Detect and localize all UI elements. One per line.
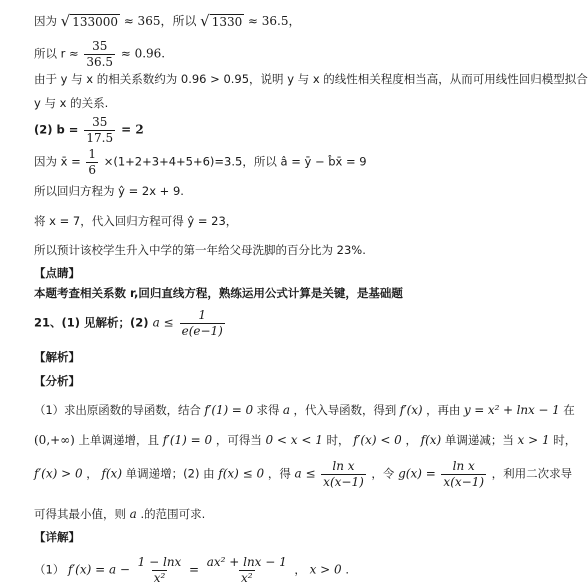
sqrt-expression: √ 1330 xyxy=(200,12,243,30)
text: （1）求出原函数的导函数，结合 xyxy=(34,403,201,417)
math: f′(x) > 0 xyxy=(34,466,83,481)
fraction: $\frac{1}{e(e-1)}$ xyxy=(181,308,223,338)
analysis-line xyxy=(34,460,572,488)
math: f′(x) xyxy=(399,403,423,417)
text: ≈ 36.5， xyxy=(247,14,301,28)
math: y = x² + lnx − 1 xyxy=(463,403,560,417)
text: ， xyxy=(405,433,417,447)
section-heading: 【点睛】 xyxy=(34,266,80,280)
text: 上单调递增，且 xyxy=(78,433,160,447)
math: a xyxy=(129,507,137,521)
math: a ≤ xyxy=(294,466,316,481)
text: ，令 xyxy=(371,466,395,481)
math: x > 0 xyxy=(309,562,342,577)
text: 在 xyxy=(563,403,575,417)
text: ≈ 365，所以 xyxy=(123,14,197,28)
text: 单调递减；当 xyxy=(444,433,514,447)
text: a ≤ xyxy=(152,315,174,330)
text: ，代入导函数，得到 xyxy=(293,403,397,417)
line-b xyxy=(34,116,144,144)
math: f(x) xyxy=(101,466,123,481)
paragraph-line: 所以回归方程为 ŷ = 2x + 9. xyxy=(34,184,184,198)
text: ，利用二次求导 xyxy=(491,466,573,481)
text: 可得其最小值，则 xyxy=(34,507,126,521)
text: ，可得当 xyxy=(215,433,262,447)
analysis-line xyxy=(34,434,576,447)
text: ， xyxy=(86,466,98,481)
paragraph-line: y 与 x 的关系. xyxy=(34,96,109,110)
text: ×(1+2+3+4+5+6)=3.5，所以 â = ȳ − b̂x̄ = 9 xyxy=(103,154,367,169)
line-sqrt xyxy=(34,14,300,29)
fraction: $\frac{\text{ln x}}{x(x-1)}$ xyxy=(443,459,485,489)
line-r xyxy=(34,40,165,68)
text: 所以 r ≈ xyxy=(34,46,79,61)
text: . xyxy=(345,562,349,577)
text: 时， xyxy=(326,433,350,447)
fraction: $\frac{1 - \ln x}{\text{x²}}$ xyxy=(137,555,182,585)
paragraph-line: 将 x = 7，代入回归方程可得 ŷ = 23， xyxy=(34,214,238,228)
math: a xyxy=(282,403,290,417)
math: f(x) xyxy=(420,433,442,447)
line-mean xyxy=(34,148,367,176)
text: ， xyxy=(294,562,306,577)
text: .的范围可求. xyxy=(140,507,206,521)
text: 求得 xyxy=(256,403,280,417)
math: f′(1) = 0 xyxy=(162,433,213,447)
text: (2) b = xyxy=(34,122,79,137)
text: 时， xyxy=(553,433,577,447)
section-heading: 【详解】 xyxy=(34,530,80,544)
math: x > 1 xyxy=(517,433,550,447)
text: 因为 x̄ = xyxy=(34,154,81,169)
paragraph-line: 本题考查相关系数 r,回归直线方程，熟练运用公式计算是关键，是基础题 xyxy=(34,286,403,300)
math: (0,+∞) xyxy=(34,433,75,447)
math: g(x) = xyxy=(398,466,436,481)
detail-line xyxy=(34,556,349,584)
section-heading: 【分析】 xyxy=(34,374,80,388)
analysis-line xyxy=(34,404,575,417)
fraction: $\frac{\text{ln x}}{x(x-1)}$ xyxy=(323,459,364,489)
section-heading: 【解析】 xyxy=(34,350,80,364)
answer-line xyxy=(34,309,227,337)
paragraph-line: 由于 y 与 x 的相关系数约为 0.96 > 0.95，说明 y 与 x 的线性相关程度相当高，从而可用线性回归模型拟合 xyxy=(34,72,588,86)
math: f′(x) = a − xyxy=(67,562,130,577)
paragraph-line: 所以预计该校学生升入中学的第一年给父母洗脚的百分比为 23%. xyxy=(34,243,366,257)
fraction: $\frac{35}{17.5}$ xyxy=(86,115,114,145)
sqrt-expression: √ 133000 xyxy=(60,12,119,30)
fraction: $\frac{35}{36.5}$ xyxy=(86,39,114,69)
text: 单调递增；(2) 由 xyxy=(125,466,215,481)
math: f′(x) < 0 xyxy=(353,433,402,447)
fraction: $\frac{\text{ax² + lnx − 1}}{\text{x²}}$ xyxy=(206,555,287,585)
text: ≈ 0.96. xyxy=(120,46,166,61)
math: 0 < x < 1 xyxy=(265,433,323,447)
fraction: $\frac{1}{6}$ xyxy=(88,147,97,177)
text: = xyxy=(188,562,200,577)
text: ，得 xyxy=(267,466,291,481)
text: 21、(1) 见解析；(2) xyxy=(34,315,149,330)
text: = 2 xyxy=(121,122,144,137)
math: f′(1) = 0 xyxy=(204,403,253,417)
math: f(x) ≤ 0 xyxy=(218,466,265,481)
text: ，再由 xyxy=(426,403,461,417)
analysis-line xyxy=(34,508,205,521)
text: （1） xyxy=(34,562,65,577)
text: 因为 xyxy=(34,14,57,28)
